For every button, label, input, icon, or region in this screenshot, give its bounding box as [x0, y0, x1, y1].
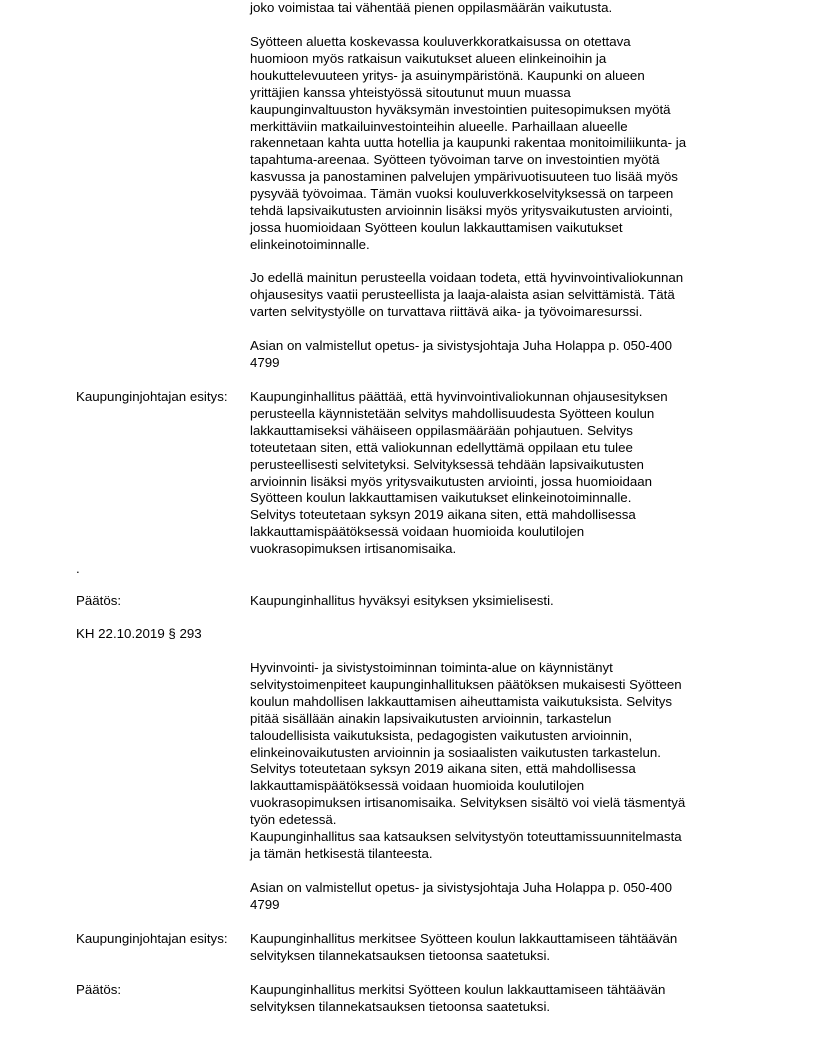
text-line: Kaupunginhallitus päättää, että hyvinvointivaliokunnan ohjausesityksen	[250, 389, 668, 404]
text-line: koulun mahdollisen lakkauttamisen aiheuttamista vaikutuksista. Selvitys	[250, 693, 673, 709]
text-line: perusteellisesti selvitetyksi. Selvityksessä tehdään lapsivaikutusten	[250, 456, 644, 472]
decision-text-1: Kaupunginhallitus hyväksyi esityksen yksimielisesti.	[250, 593, 554, 608]
proposal-label: Kaupunginjohtajan esitys:	[76, 389, 228, 404]
text-line: ohjausesitys vaatii perusteellista ja laaja-alaista asian selvittämistä. Tätä	[250, 286, 675, 302]
intro-first-line	[250, 0, 740, 17]
decision-text-2	[250, 982, 740, 1016]
text-line: Asian on valmistellut opetus- ja sivistysjohtaja Juha Holappa p. 050-400	[250, 338, 673, 353]
text-line: houkuttelevuuteen yritys- ja asuinympäristönä. Kaupunki on alueen	[250, 67, 645, 83]
text-line: työn edetessä.	[250, 812, 337, 828]
meeting-heading: KH 22.10.2019 § 293	[76, 626, 202, 641]
text-line: merkittäviin matkailuinvestointeihin alueelle. Parhaillaan alueelle	[250, 118, 628, 134]
decision-label: Päätös:	[76, 982, 122, 997]
text-line: vuokrasopimuksen irtisanomisaika. Selvityksen sisältö voi vielä täsmentyä	[250, 795, 686, 811]
text-line: jossa huomioidaan Syötteen koulun lakkauttamisen vaikutukset	[250, 219, 623, 235]
text-line: Selvitys toteutetaan syksyn 2019 aikana siten, että mahdollisessa	[250, 761, 636, 777]
text-line: kaupunginvaltuuston hyväksymän investointien puitesopimuksen myötä	[250, 101, 671, 117]
text-line: elinkeinotoiminnalle.	[250, 236, 370, 252]
text-line: tapahtuma-areenaa. Syötteen työvoiman tarve on investointien myötä	[250, 152, 660, 168]
text-line: pysyvää työvoimaa. Tämän vuoksi kouluverkkoselvityksessä on tarpeen	[250, 186, 674, 202]
text-line: arvioinnin lisäksi myös yritysvaikutusten arviointi, jossa huomioidaan	[250, 473, 653, 489]
text-line: selvityksen tilannekatsauksen tietoonsa saatetuksi.	[250, 947, 551, 963]
proposal-text-2	[250, 931, 740, 965]
text-line: varten selvitystyölle on turvattava riittävä aika- ja työvoimaresurssi.	[250, 303, 643, 319]
text-line: joko voimistaa tai vähentää pienen oppilasmäärän vaikutusta.	[250, 0, 613, 15]
text-line: selvitystoimenpiteet kaupunginhallituksen päätöksen mukaisesti Syötteen	[250, 676, 682, 692]
text-line: Kaupunginhallitus merkitsi Syötteen koulun lakkauttamiseen tähtäävän	[250, 982, 666, 997]
text-line: kasvussa ja panostaminen palvelujen ympärivuotisuuteen tuo lisää myös	[250, 169, 678, 185]
stray-dot: .	[76, 561, 80, 576]
text-line: Syötteen koulun lakkauttamisen vaikutukset elinkeinotoiminnalle.	[250, 490, 632, 506]
text-line: ja tämän hetkisestä tilanteesta.	[250, 845, 433, 861]
text-line: lakkauttamiseksi vähäiseen oppilasmäärään pohjautuen. Selvitys	[250, 422, 633, 438]
text-line: Jo edellä mainitun perusteella voidaan todeta, että hyvinvointivaliokunnan	[250, 270, 684, 285]
text-line: pitää sisällään ainakin lapsivaikutusten arvioinnin, tarkastelun	[250, 710, 612, 726]
text-line: vuokrasopimuksen irtisanomisaika.	[250, 541, 457, 557]
text-line: taloudellisista vaikutuksista, pedagogisten vaikutusten arvioinnin,	[250, 727, 633, 743]
text-line: lakkauttamispäätöksessä voidaan huomioida koulutilojen	[250, 778, 585, 794]
text-line: 4799	[250, 896, 280, 912]
text-line: rakennetaan kahta uutta hotellia ja kaupunki rakentaa monitoimiliikunta- ja	[250, 135, 687, 151]
text-line: Syötteen aluetta koskevassa kouluverkkoratkaisussa on otettava	[250, 34, 631, 49]
intro-paragraph-business-impact	[250, 34, 740, 254]
intro-paragraph-conclusion	[250, 270, 740, 321]
text-line: Kaupunginhallitus merkitsee Syötteen koulun lakkauttamiseen tähtäävän	[250, 931, 678, 946]
preparer-note-1	[250, 338, 740, 372]
decision-label: Päätös:	[76, 593, 122, 608]
text-line: Asian on valmistellut opetus- ja sivistysjohtaja Juha Holappa p. 050-400	[250, 880, 673, 895]
text-line: Hyvinvointi- ja sivistystoiminnan toiminta-alue on käynnistänyt	[250, 660, 613, 675]
proposal-label: Kaupunginjohtajan esitys:	[76, 931, 228, 946]
text-line: tehdä lapsivaikutusten arvioinnin lisäksi myös yritysvaikutusten arviointi,	[250, 203, 673, 219]
text-line: selvityksen tilannekatsauksen tietoonsa saatetuksi.	[250, 998, 551, 1014]
text-line: elinkeinovaikutusten arvioinnin ja sosiaalisten vaikutusten tarkastelun.	[250, 744, 661, 760]
text-line: Kaupunginhallitus saa katsauksen selvitystyön toteuttamissuunnitelmasta	[250, 829, 682, 845]
status-report-paragraph	[250, 660, 740, 863]
proposal-text-1	[250, 389, 740, 558]
text-line: Selvitys toteutetaan syksyn 2019 aikana siten, että mahdollisessa	[250, 507, 636, 523]
text-line: perusteella käynnistetään selvitys mahdollisuudesta Syötteen koulun	[250, 405, 655, 421]
text-line: 4799	[250, 354, 280, 370]
text-line: yrittäjien kanssa yhteistyössä sitoutunut muun muassa	[250, 84, 571, 100]
preparer-note-2	[250, 880, 740, 914]
text-line: lakkauttamispäätöksessä voidaan huomioida koulutilojen	[250, 524, 585, 540]
text-line: toteutetaan siten, että valiokunnan edellyttämä oppilaan etu tulee	[250, 439, 633, 455]
text-line: huomioon myös ratkaisun vaikutukset alueen elinkeinoihin ja	[250, 50, 607, 66]
